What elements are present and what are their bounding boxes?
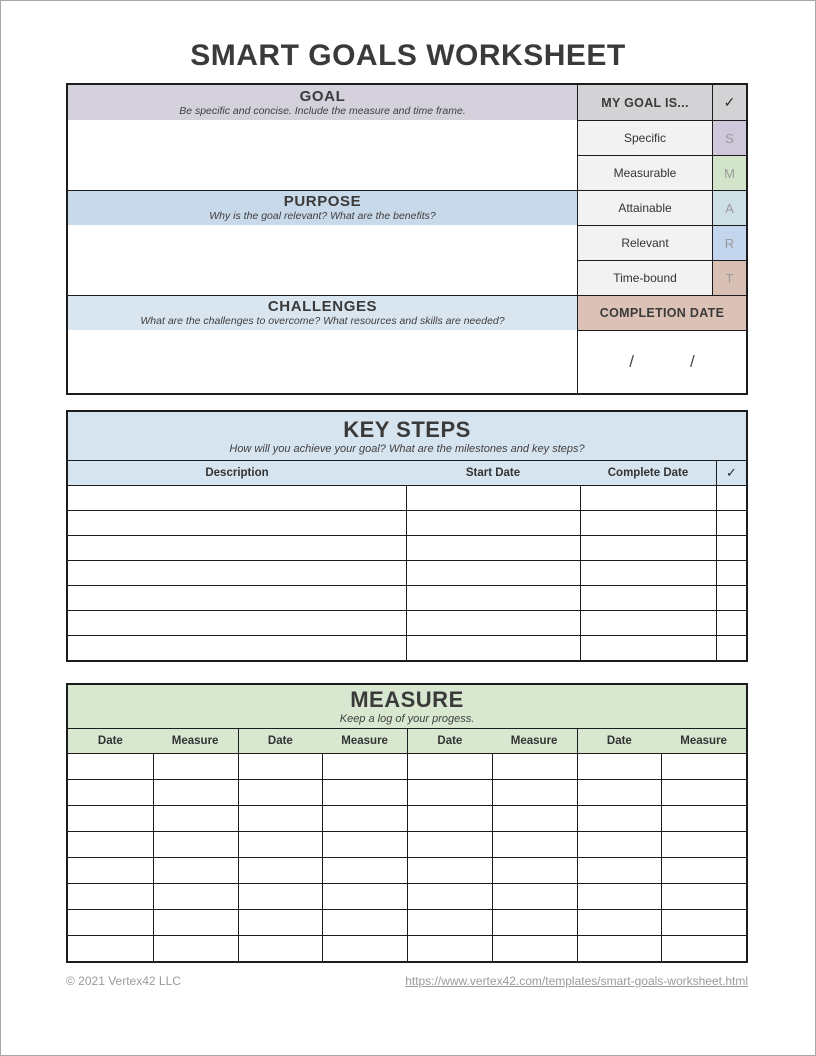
measure-row — [68, 805, 746, 831]
checklist-label: Time-bound — [578, 261, 712, 295]
measure-column-date: Date — [577, 729, 662, 753]
measure-cell[interactable] — [153, 780, 238, 805]
measure-cell[interactable] — [68, 754, 153, 779]
goal-overview-table — [66, 83, 748, 395]
key-steps-column-header — [68, 460, 746, 485]
column-check-icon: ✓ — [716, 461, 746, 485]
key-steps-cell[interactable] — [716, 511, 746, 535]
goal-subtitle: Be specific and concise. Include the measure and time frame. — [179, 104, 466, 117]
checklist-item-attainable — [578, 190, 746, 225]
measure-cell[interactable] — [492, 884, 577, 909]
measure-cell[interactable] — [68, 780, 153, 805]
check-icon: ✓ — [712, 85, 746, 120]
measure-cell[interactable] — [661, 780, 746, 805]
measure-cell[interactable] — [661, 910, 746, 935]
measure-cell[interactable] — [153, 884, 238, 909]
measure-cell[interactable] — [68, 806, 153, 831]
measure-cell[interactable] — [577, 754, 662, 779]
copyright-text: © 2021 Vertex42 LLC — [66, 974, 181, 988]
measure-cell[interactable] — [492, 936, 577, 961]
measure-cell[interactable] — [407, 832, 492, 857]
checklist-header-label: MY GOAL IS... — [578, 85, 712, 120]
measure-subtitle: Keep a log of your progess. — [339, 713, 475, 725]
measure-cell[interactable] — [492, 780, 577, 805]
checklist-label: Specific — [578, 121, 712, 155]
measure-cell[interactable] — [238, 858, 323, 883]
template-link[interactable]: https://www.vertex42.com/templates/smart-goals-worksheet.html — [405, 974, 748, 988]
key-steps-cell[interactable] — [716, 611, 746, 635]
checklist-header-row — [578, 85, 746, 120]
date-slash: / — [690, 352, 695, 371]
measure-column-header — [68, 728, 746, 753]
measure-row — [68, 935, 746, 961]
key-steps-cell[interactable] — [406, 586, 580, 610]
measure-row — [68, 883, 746, 909]
key-steps-cell[interactable] — [68, 561, 406, 585]
checklist-letter-cell[interactable]: M — [712, 156, 746, 190]
measure-cell[interactable] — [238, 780, 323, 805]
measure-cell[interactable] — [322, 832, 407, 857]
key-steps-cell[interactable] — [716, 536, 746, 560]
measure-column-measure: Measure — [510, 735, 558, 747]
goal-header — [68, 85, 577, 120]
measure-cell[interactable] — [68, 832, 153, 857]
key-steps-cell[interactable] — [406, 611, 580, 635]
measure-column-date: Date — [97, 735, 123, 747]
measure-cell[interactable] — [238, 832, 323, 857]
key-steps-cell[interactable] — [68, 586, 406, 610]
measure-cell[interactable] — [492, 858, 577, 883]
key-steps-cell[interactable] — [580, 586, 716, 610]
column-description: Description — [205, 467, 269, 479]
measure-cell[interactable] — [238, 936, 323, 961]
measure-cell[interactable] — [661, 884, 746, 909]
measure-column-date: Date — [407, 729, 492, 753]
measure-cell[interactable] — [577, 806, 662, 831]
measure-cell[interactable] — [492, 832, 577, 857]
challenges-subtitle: What are the challenges to overcome? What resources and skills are needed? — [140, 315, 505, 327]
measure-cell[interactable] — [407, 806, 492, 831]
checklist-item-measurable — [578, 155, 746, 190]
key-steps-cell[interactable] — [716, 561, 746, 585]
measure-cell[interactable] — [407, 858, 492, 883]
measure-cell[interactable] — [238, 884, 323, 909]
measure-cell[interactable] — [153, 754, 238, 779]
key-steps-cell[interactable] — [580, 636, 716, 660]
measure-body — [68, 753, 746, 961]
measure-cell[interactable] — [68, 858, 153, 883]
purpose-subtitle: Why is the goal relevant? What are the benefits? — [209, 210, 436, 222]
column-complete-date: Complete Date — [607, 467, 689, 479]
key-steps-cell[interactable] — [68, 636, 406, 660]
checklist-label: Relevant — [578, 226, 712, 260]
measure-row — [68, 779, 746, 805]
key-steps-table — [66, 410, 748, 662]
measure-cell[interactable] — [153, 832, 238, 857]
checklist-letter-cell[interactable]: S — [712, 121, 746, 155]
measure-cell[interactable] — [68, 910, 153, 935]
smart-checklist — [578, 85, 746, 393]
measure-cell[interactable] — [322, 910, 407, 935]
checklist-item-timebound — [578, 260, 746, 295]
measure-row — [68, 831, 746, 857]
measure-table — [66, 683, 748, 963]
measure-cell[interactable] — [577, 858, 662, 883]
measure-row — [68, 909, 746, 935]
key-steps-header — [68, 412, 746, 460]
challenges-header — [68, 295, 577, 330]
purpose-input-area[interactable] — [68, 225, 577, 295]
checklist-letter-cell[interactable]: T — [712, 261, 746, 295]
key-steps-subtitle: How will you achieve your goal? What are the milestones and key steps? — [229, 442, 585, 455]
measure-cell[interactable] — [661, 858, 746, 883]
measure-cell[interactable] — [407, 936, 492, 961]
key-steps-cell[interactable] — [406, 561, 580, 585]
goal-input-area[interactable] — [68, 120, 577, 190]
key-steps-cell[interactable] — [68, 611, 406, 635]
key-steps-cell[interactable] — [68, 486, 406, 510]
measure-cell[interactable] — [661, 806, 746, 831]
measure-row — [68, 857, 746, 883]
measure-cell[interactable] — [407, 910, 492, 935]
measure-cell[interactable] — [153, 806, 238, 831]
measure-cell[interactable] — [577, 910, 662, 935]
purpose-title: PURPOSE — [283, 193, 362, 210]
measure-cell[interactable] — [322, 754, 407, 779]
measure-column-measure: Measure — [341, 735, 388, 747]
key-steps-row — [68, 560, 746, 585]
checklist-item-relevant — [578, 225, 746, 260]
checklist-item-specific — [578, 120, 746, 155]
key-steps-cell[interactable] — [716, 636, 746, 660]
measure-cell[interactable] — [238, 754, 323, 779]
measure-cell[interactable] — [492, 806, 577, 831]
key-steps-cell[interactable] — [68, 511, 406, 535]
measure-column-measure: Measure — [680, 735, 727, 747]
measure-cell[interactable] — [68, 936, 153, 961]
key-steps-cell[interactable] — [406, 536, 580, 560]
key-steps-cell[interactable] — [580, 486, 716, 510]
purpose-header — [68, 190, 577, 225]
measure-header — [68, 685, 746, 728]
key-steps-cell[interactable] — [580, 511, 716, 535]
measure-cell[interactable] — [661, 754, 746, 779]
key-steps-row — [68, 610, 746, 635]
measure-cell[interactable] — [153, 936, 238, 961]
checklist-label: Measurable — [578, 156, 712, 190]
key-steps-cell[interactable] — [406, 486, 580, 510]
goal-title: GOAL — [299, 87, 346, 105]
key-steps-cell[interactable] — [580, 536, 716, 560]
key-steps-title: KEY STEPS — [343, 416, 471, 442]
measure-cell[interactable] — [238, 910, 323, 935]
goal-sections — [68, 85, 578, 393]
key-steps-cell[interactable] — [580, 611, 716, 635]
measure-cell[interactable] — [407, 884, 492, 909]
key-steps-row — [68, 485, 746, 510]
measure-cell[interactable] — [238, 806, 323, 831]
measure-cell[interactable] — [322, 780, 407, 805]
measure-cell[interactable] — [322, 806, 407, 831]
measure-cell[interactable] — [153, 858, 238, 883]
key-steps-cell[interactable] — [716, 486, 746, 510]
key-steps-row — [68, 535, 746, 560]
completion-date-input[interactable] — [578, 330, 746, 393]
measure-cell[interactable] — [322, 858, 407, 883]
measure-cell[interactable] — [492, 754, 577, 779]
measure-cell[interactable] — [661, 832, 746, 857]
measure-title: MEASURE — [350, 687, 464, 712]
measure-cell[interactable] — [68, 884, 153, 909]
measure-cell[interactable] — [153, 910, 238, 935]
key-steps-cell[interactable] — [68, 536, 406, 560]
key-steps-row — [68, 635, 746, 660]
measure-cell[interactable] — [322, 884, 407, 909]
measure-cell[interactable] — [322, 936, 407, 961]
completion-date-header: COMPLETION DATE — [578, 295, 746, 330]
key-steps-cell[interactable] — [406, 636, 580, 660]
challenges-title: CHALLENGES — [267, 298, 378, 315]
challenges-input-area[interactable] — [68, 330, 577, 393]
measure-cell[interactable] — [577, 780, 662, 805]
measure-cell[interactable] — [577, 884, 662, 909]
measure-cell[interactable] — [577, 832, 662, 857]
measure-cell[interactable] — [661, 936, 746, 961]
measure-row — [68, 753, 746, 779]
key-steps-cell[interactable] — [580, 561, 716, 585]
measure-column-date: Date — [238, 729, 323, 753]
key-steps-row — [68, 585, 746, 610]
page-footer — [66, 974, 748, 988]
measure-cell[interactable] — [407, 780, 492, 805]
key-steps-cell[interactable] — [716, 586, 746, 610]
column-start-date: Start Date — [465, 467, 521, 479]
measure-column-measure: Measure — [171, 735, 219, 747]
measure-cell[interactable] — [407, 754, 492, 779]
date-slash: / — [629, 352, 634, 371]
checklist-letter-cell[interactable]: A — [712, 191, 746, 225]
checklist-label: Attainable — [578, 191, 712, 225]
key-steps-cell[interactable] — [406, 511, 580, 535]
measure-cell[interactable] — [577, 936, 662, 961]
page-title: SMART GOALS WORKSHEET — [190, 39, 626, 72]
measure-cell[interactable] — [492, 910, 577, 935]
key-steps-body — [68, 485, 746, 660]
key-steps-row — [68, 510, 746, 535]
checklist-letter-cell[interactable]: R — [712, 226, 746, 260]
